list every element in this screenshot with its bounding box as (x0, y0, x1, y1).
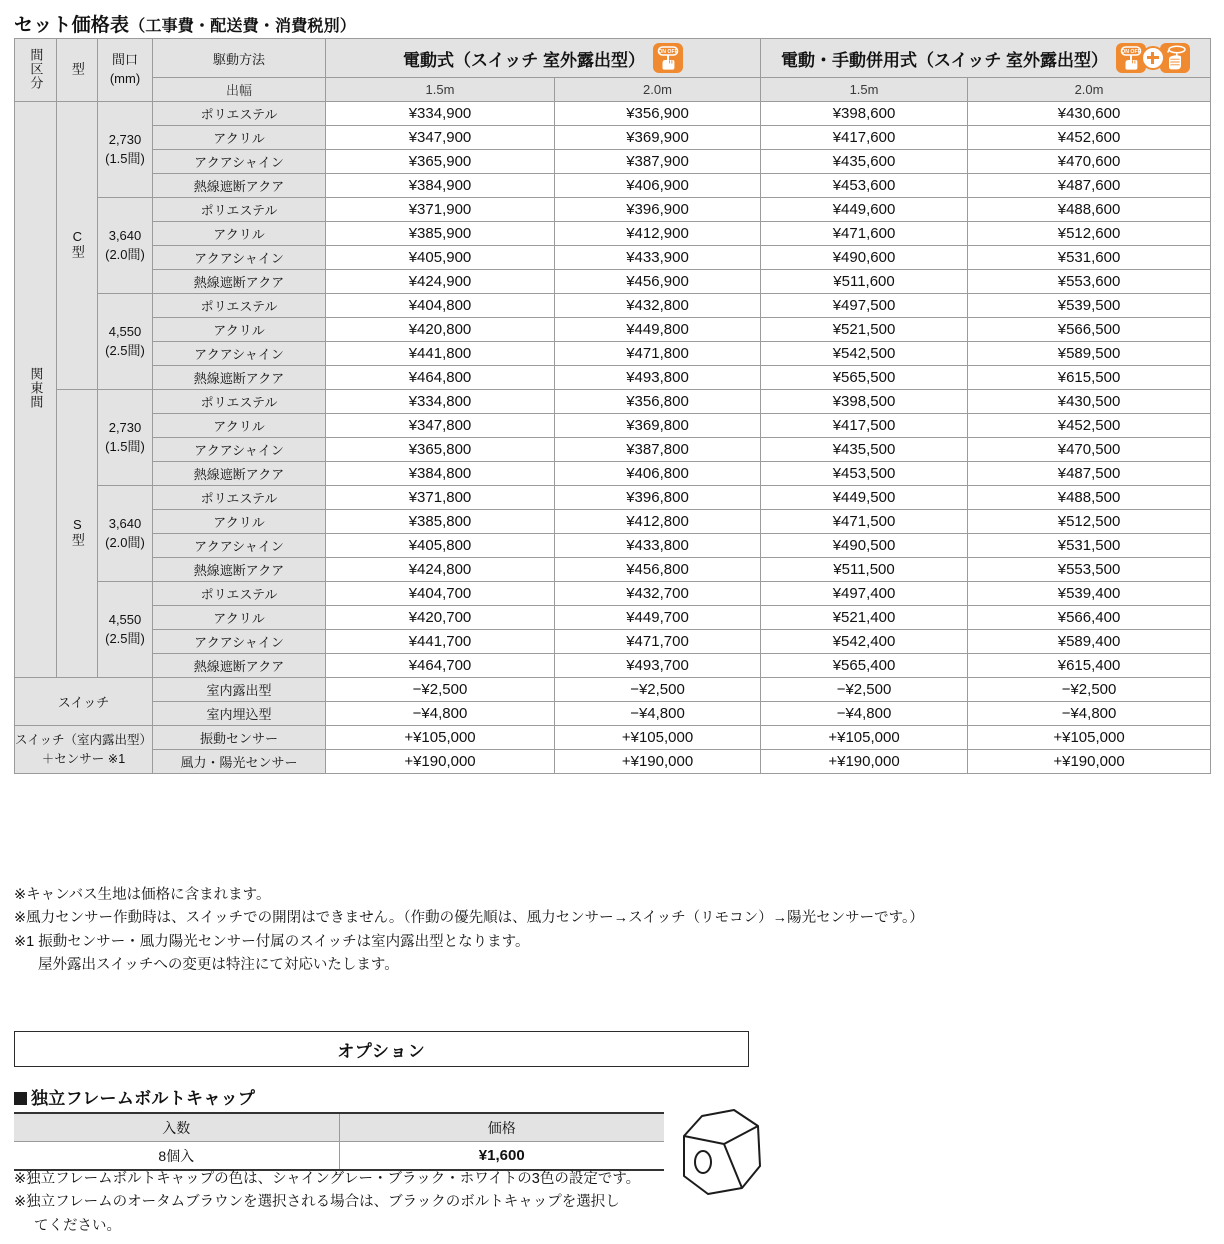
table-row (15, 126, 1211, 150)
cell-price: +¥190,000 (968, 750, 1211, 774)
option-subtitle-label: 独立フレームボルトキャップ (31, 1089, 256, 1108)
note-3: ※1 振動センサー・風力陽光センサー付属のスイッチは室内露出型となります。 (14, 933, 530, 950)
table-row (15, 366, 1211, 390)
cell-price: ¥493,700 (555, 654, 761, 678)
table-row (15, 438, 1211, 462)
cell-price: ¥470,600 (968, 150, 1211, 174)
cell-price: ¥521,500 (761, 318, 968, 342)
cell-price: −¥2,500 (555, 678, 761, 702)
cell-price: ¥347,900 (326, 126, 555, 150)
cell-price: ¥396,800 (555, 486, 761, 510)
cell-price: ¥420,800 (326, 318, 555, 342)
cell-material: ポリエステル (153, 390, 326, 414)
option-cell-price: ¥1,600 (339, 1142, 664, 1171)
cell-price: ¥452,600 (968, 126, 1211, 150)
option-band-label: オプション (337, 1041, 426, 1061)
cell-price: ¥433,900 (555, 246, 761, 270)
cell-material: アクアシャイン (153, 630, 326, 654)
cell-price: ¥430,500 (968, 390, 1211, 414)
option-band (14, 1031, 749, 1067)
cell-width: 3,640 (2.0間) (98, 198, 153, 294)
option-table-row (14, 1142, 664, 1171)
cell-price: ¥405,900 (326, 246, 555, 270)
cell-price: ¥433,800 (555, 534, 761, 558)
cell-room-type: 関東間 (15, 102, 57, 678)
svg-text:ON OFF: ON OFF (1121, 49, 1141, 55)
cell-price: ¥365,900 (326, 150, 555, 174)
svg-text:ON OFF: ON OFF (658, 49, 678, 55)
cell-price: ¥424,800 (326, 558, 555, 582)
bolt-cap-illustration (672, 1104, 782, 1204)
option-notes (14, 1168, 640, 1238)
cell-price: ¥589,500 (968, 342, 1211, 366)
option-table-header-row (14, 1113, 664, 1142)
cell-price: ¥497,500 (761, 294, 968, 318)
cell-price: ¥449,500 (761, 486, 968, 510)
table-row (15, 102, 1211, 126)
cell-price: ¥615,400 (968, 654, 1211, 678)
table-row (15, 630, 1211, 654)
table-row (15, 606, 1211, 630)
cell-price: ¥435,500 (761, 438, 968, 462)
cell-price: −¥4,800 (968, 702, 1211, 726)
table-row (15, 486, 1211, 510)
cell-material: ポリエステル (153, 486, 326, 510)
note-1: ※キャンバス生地は価格に含まれます。 (14, 887, 271, 903)
table-row-switch (15, 678, 1211, 702)
cell-price: ¥398,600 (761, 102, 968, 126)
header-projection: 出幅 (153, 78, 326, 102)
cell-price: ¥531,600 (968, 246, 1211, 270)
table-row (15, 654, 1211, 678)
cell-price: ¥441,700 (326, 630, 555, 654)
cell-price: ¥387,800 (555, 438, 761, 462)
cell-price: ¥412,800 (555, 510, 761, 534)
cell-material: アクリル (153, 606, 326, 630)
cell-price: ¥539,400 (968, 582, 1211, 606)
cell-price: ¥453,600 (761, 174, 968, 198)
cell-frame-type: C型 (57, 102, 98, 390)
cell-price: +¥190,000 (326, 750, 555, 774)
cell-price: ¥488,500 (968, 486, 1211, 510)
cell-material: 熱線遮断アクア (153, 270, 326, 294)
header-drive-method: 駆動方法 (153, 39, 326, 78)
cell-price: −¥4,800 (761, 702, 968, 726)
option-note-3: てください。 (34, 1217, 121, 1234)
cell-price: ¥511,600 (761, 270, 968, 294)
cell-material: アクアシャイン (153, 342, 326, 366)
cell-price: ¥487,600 (968, 174, 1211, 198)
cell-price: ¥456,800 (555, 558, 761, 582)
option-subtitle (14, 1084, 255, 1109)
cell-price: ¥424,900 (326, 270, 555, 294)
table-row (15, 318, 1211, 342)
note-4: 屋外露出スイッチへの変更は特注にて対応いたします。 (38, 957, 399, 974)
cell-material: アクリル (153, 222, 326, 246)
cell-price: +¥105,000 (326, 726, 555, 750)
header-width-2: 2.0m (555, 78, 761, 102)
header-kata: 型 (57, 39, 98, 102)
cell-price: ¥449,800 (555, 318, 761, 342)
cell-price: +¥105,000 (761, 726, 968, 750)
cell-price: ¥471,700 (555, 630, 761, 654)
cell-material: アクアシャイン (153, 150, 326, 174)
cell-sensor-type: 振動センサー (153, 726, 326, 750)
cell-price: ¥371,900 (326, 198, 555, 222)
cell-price: ¥385,900 (326, 222, 555, 246)
option-note-1: ※独立フレームボルトキャップの色は、シャイングレー・ブラック・ホワイトの3色の設定です。 (14, 1171, 641, 1187)
cell-price: ¥566,500 (968, 318, 1211, 342)
price-table (14, 38, 1211, 774)
cell-price: ¥497,400 (761, 582, 968, 606)
cell-price: ¥369,800 (555, 414, 761, 438)
cell-material: ポリエステル (153, 102, 326, 126)
page-title (14, 10, 356, 37)
black-square-icon (14, 1092, 27, 1105)
cell-frame-type: S型 (57, 390, 98, 678)
cell-price: ¥356,800 (555, 390, 761, 414)
cell-price: ¥406,900 (555, 174, 761, 198)
table-header-row-2 (15, 78, 1211, 102)
header-width-1: 1.5m (326, 78, 555, 102)
cell-material: アクリル (153, 510, 326, 534)
cell-price: ¥471,500 (761, 510, 968, 534)
cell-material: 熱線遮断アクア (153, 654, 326, 678)
cell-price: ¥412,900 (555, 222, 761, 246)
cell-material: アクリル (153, 318, 326, 342)
table-notes (14, 884, 924, 978)
table-row (15, 390, 1211, 414)
cell-width: 2,730 (1.5間) (98, 390, 153, 486)
cell-price: ¥334,900 (326, 102, 555, 126)
cell-price: ¥432,800 (555, 294, 761, 318)
table-row (15, 294, 1211, 318)
cell-material: アクリル (153, 126, 326, 150)
cell-width: 3,640 (2.0間) (98, 486, 153, 582)
cell-switch-type: 室内露出型 (153, 678, 326, 702)
table-row (15, 270, 1211, 294)
table-row (15, 582, 1211, 606)
cell-price: ¥488,600 (968, 198, 1211, 222)
table-row (15, 174, 1211, 198)
table-row (15, 414, 1211, 438)
page-title-main: セット価格表 (14, 15, 130, 36)
cell-switch-type: 室内埋込型 (153, 702, 326, 726)
cell-price: ¥512,600 (968, 222, 1211, 246)
cell-price: −¥2,500 (326, 678, 555, 702)
table-header-row-1 (15, 39, 1211, 78)
cell-price: ¥417,600 (761, 126, 968, 150)
cell-price: ¥396,900 (555, 198, 761, 222)
option-table (14, 1112, 664, 1171)
cell-price: ¥369,900 (555, 126, 761, 150)
cell-price: ¥471,600 (761, 222, 968, 246)
table-row-switch (15, 702, 1211, 726)
cell-price: ¥420,700 (326, 606, 555, 630)
cell-material: アクアシャイン (153, 246, 326, 270)
table-row (15, 246, 1211, 270)
on-off-switch-hand-icon (653, 43, 683, 73)
cell-price: ¥453,500 (761, 462, 968, 486)
cell-price: +¥105,000 (968, 726, 1211, 750)
cell-price: ¥387,900 (555, 150, 761, 174)
plus-icon (1141, 46, 1165, 70)
header-kubun: 間区分 (15, 39, 57, 102)
table-row (15, 342, 1211, 366)
cell-price: +¥190,000 (761, 750, 968, 774)
cell-price: ¥511,500 (761, 558, 968, 582)
cell-material: 熱線遮断アクア (153, 366, 326, 390)
cell-price: +¥105,000 (555, 726, 761, 750)
option-note-2: ※独立フレームのオータムブラウンを選択される場合は、ブラックのボルトキャップを選択し (14, 1194, 620, 1211)
cell-price: ¥334,800 (326, 390, 555, 414)
cell-sensor-type: 風力・陽光センサー (153, 750, 326, 774)
table-row-sensor (15, 750, 1211, 774)
table-row (15, 534, 1211, 558)
header-width-3: 1.5m (761, 78, 968, 102)
cell-price: ¥385,800 (326, 510, 555, 534)
cell-material: アクアシャイン (153, 438, 326, 462)
cell-price: ¥521,400 (761, 606, 968, 630)
cell-price: ¥539,500 (968, 294, 1211, 318)
cell-price: +¥190,000 (555, 750, 761, 774)
page-title-sub: （工事費・配送費・消費税別） (129, 18, 357, 35)
cell-price: ¥365,800 (326, 438, 555, 462)
cell-price: ¥566,400 (968, 606, 1211, 630)
cell-material: アクリル (153, 414, 326, 438)
cell-material: ポリエステル (153, 582, 326, 606)
cell-price: ¥404,800 (326, 294, 555, 318)
cell-price: ¥542,400 (761, 630, 968, 654)
table-row (15, 150, 1211, 174)
cell-price: ¥553,600 (968, 270, 1211, 294)
cell-price: −¥4,800 (326, 702, 555, 726)
cell-price: ¥384,900 (326, 174, 555, 198)
cell-price: ¥406,800 (555, 462, 761, 486)
option-header-count: 入数 (14, 1113, 339, 1142)
cell-price: ¥493,800 (555, 366, 761, 390)
cell-material: 熱線遮断アクア (153, 462, 326, 486)
cell-material: アクアシャイン (153, 534, 326, 558)
table-row (15, 510, 1211, 534)
option-cell-count: 8個入 (14, 1142, 339, 1171)
cell-price: ¥470,500 (968, 438, 1211, 462)
table-row (15, 462, 1211, 486)
table-row (15, 222, 1211, 246)
cell-price: ¥449,700 (555, 606, 761, 630)
header-width-4: 2.0m (968, 78, 1211, 102)
cell-price: ¥405,800 (326, 534, 555, 558)
cell-price: ¥464,700 (326, 654, 555, 678)
cell-price: ¥449,600 (761, 198, 968, 222)
cell-price: −¥2,500 (761, 678, 968, 702)
cell-price: ¥565,500 (761, 366, 968, 390)
header-drive-electric: 電動式（スイッチ 室外露出型） ON OFF (326, 39, 761, 78)
cell-price: ¥384,800 (326, 462, 555, 486)
cell-price: ¥452,500 (968, 414, 1211, 438)
cell-width: 4,550 (2.5間) (98, 294, 153, 390)
cell-material: 熱線遮断アクア (153, 174, 326, 198)
cell-width: 2,730 (1.5間) (98, 102, 153, 198)
cell-price: ¥347,800 (326, 414, 555, 438)
cell-price: −¥2,500 (968, 678, 1211, 702)
option-header-price: 価格 (339, 1113, 664, 1142)
cell-price: ¥490,600 (761, 246, 968, 270)
cell-material: ポリエステル (153, 198, 326, 222)
cell-price: ¥371,800 (326, 486, 555, 510)
cell-price: ¥417,500 (761, 414, 968, 438)
cell-width: 4,550 (2.5間) (98, 582, 153, 678)
cell-price: ¥490,500 (761, 534, 968, 558)
cell-price: ¥531,500 (968, 534, 1211, 558)
cell-price: ¥471,800 (555, 342, 761, 366)
note-2: ※風力センサー作動時は、スイッチでの開閉はできません。（作動の優先順は、風力センサー→スイッチ（リモコン）→陽光センサーです。） (14, 910, 924, 927)
cell-price: ¥512,500 (968, 510, 1211, 534)
cell-price: ¥487,500 (968, 462, 1211, 486)
cell-material: 熱線遮断アクア (153, 558, 326, 582)
cell-price: ¥435,600 (761, 150, 968, 174)
cell-price: ¥441,800 (326, 342, 555, 366)
cell-switch-label: スイッチ (15, 678, 153, 726)
cell-price: ¥430,600 (968, 102, 1211, 126)
table-row (15, 198, 1211, 222)
header-maguchi: 間口 (mm) (98, 39, 153, 102)
header-drive-electric-manual: 電動・手動併用式（スイッチ 室外露出型） ON OFF (761, 39, 1211, 78)
cell-price: ¥398,500 (761, 390, 968, 414)
table-row (15, 558, 1211, 582)
cell-sensor-label: スイッチ（室内露出型） ＋センサー ※1 (15, 726, 153, 774)
cell-price: −¥4,800 (555, 702, 761, 726)
cell-price: ¥553,500 (968, 558, 1211, 582)
cell-price: ¥356,900 (555, 102, 761, 126)
cell-price: ¥542,500 (761, 342, 968, 366)
cell-price: ¥589,400 (968, 630, 1211, 654)
cell-price: ¥565,400 (761, 654, 968, 678)
cell-price: ¥404,700 (326, 582, 555, 606)
cell-price: ¥464,800 (326, 366, 555, 390)
cell-price: ¥432,700 (555, 582, 761, 606)
table-row-sensor (15, 726, 1211, 750)
cell-price: ¥615,500 (968, 366, 1211, 390)
cell-price: ¥456,900 (555, 270, 761, 294)
cell-material: ポリエステル (153, 294, 326, 318)
price-table-container (14, 38, 1210, 774)
